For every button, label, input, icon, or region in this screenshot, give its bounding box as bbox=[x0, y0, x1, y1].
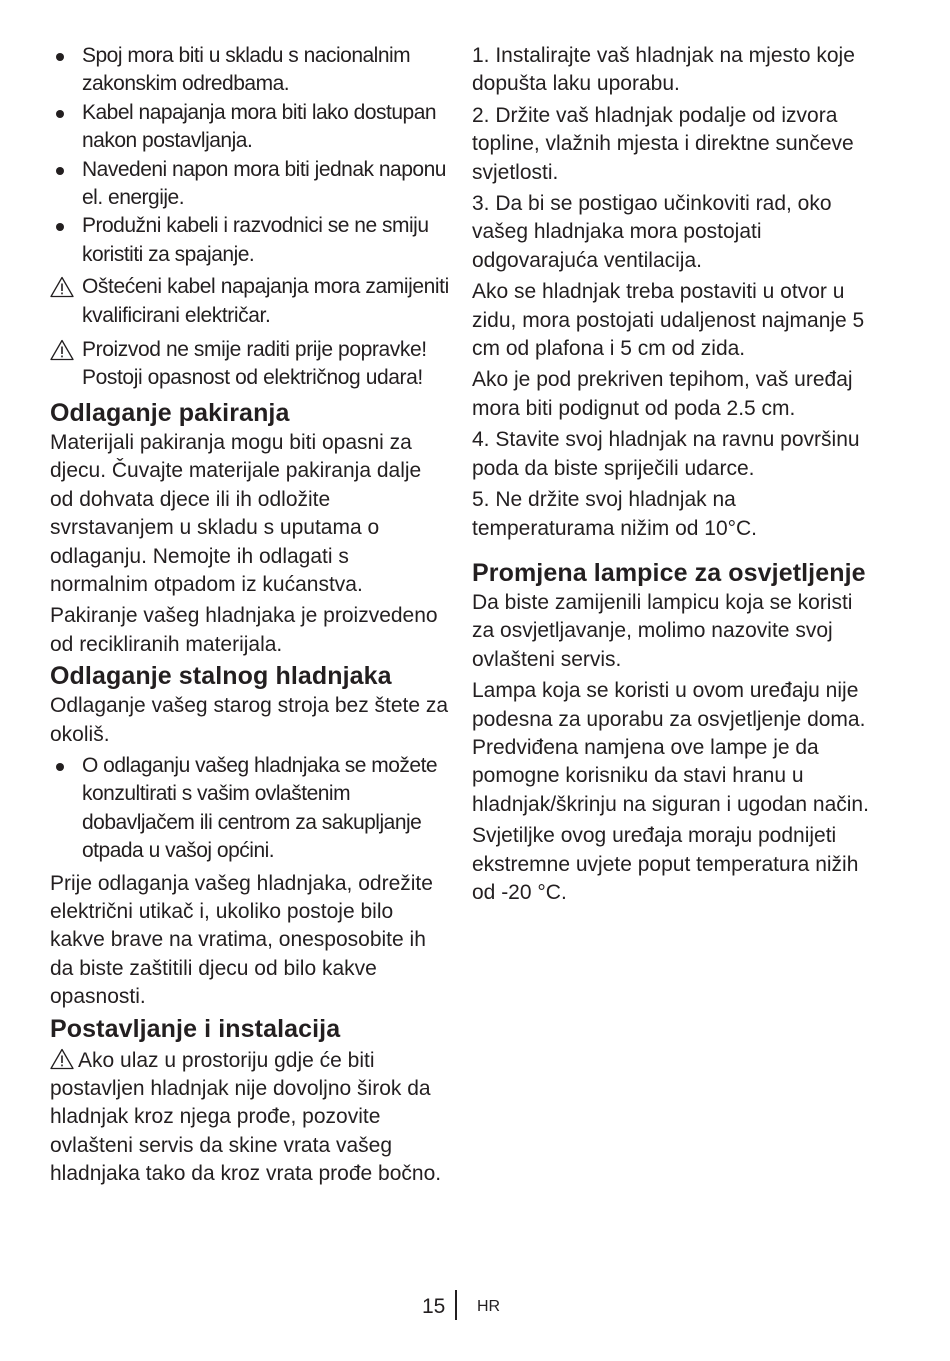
instruction-item: 5. Ne držite svoj hladnjak na temperaturama nižim od 10°C. bbox=[472, 488, 758, 540]
warning-triangle-icon bbox=[50, 276, 74, 298]
paragraph: Prije odlaganja vašeg hladnjaka, odrežite električni utikač i, ukoliko postoje bilo kakve brave na vratima, onesposobite ih da biste zaštitili djecu od bilo kakve opasnosti. bbox=[50, 871, 433, 1009]
warning-triangle-icon bbox=[50, 339, 74, 361]
right-column bbox=[472, 42, 872, 910]
list-item: Produžni kabeli i razvodnici se ne smiju koristiti za spajanje. bbox=[50, 212, 450, 269]
list-item: Navedeni napon mora biti jednak naponu el. energije. bbox=[50, 156, 450, 213]
section-heading-lamp: Promjena lampice za osvjetljenje bbox=[472, 558, 866, 587]
warning-damaged-cable bbox=[50, 273, 450, 330]
footer-divider bbox=[455, 1290, 457, 1320]
paragraph: Da biste zamijenili lampicu koja se koristi za osvjetljavanje, molimo nazovite svoj ovlašteni servis. bbox=[472, 590, 853, 671]
list-item: Kabel napajanja mora biti lako dostupan nakon postavljanja. bbox=[50, 99, 450, 156]
instruction-item: 4. Stavite svoj hladnjak na ravnu površinu poda da biste spriječili udarce. bbox=[472, 428, 860, 480]
instruction-item: Ako je pod prekriven tepihom, vaš uređaj mora biti podignut od poda 2.5 cm. bbox=[472, 368, 853, 420]
instruction-item: 3. Da bi se postigao učinkoviti rad, oko vašeg hladnjaka mora postojati odgovarajuća ventilacija. bbox=[472, 192, 832, 272]
list-item: O odlaganju vašeg hladnjaka se možete konzultirati s vašim ovlaštenim dobavljačem ili centrom za sakupljanje otpada u vašoj općini. bbox=[50, 752, 450, 866]
page-footer bbox=[0, 1290, 950, 1324]
instruction-item: Ako se hladnjak treba postaviti u otvor u zidu, mora postojati udaljenost najmanje 5 cm od plafona i 5 cm od zida. bbox=[472, 280, 865, 361]
language-code: HR bbox=[477, 1298, 501, 1315]
warning-text: Oštećeni kabel napajanja mora zamijeniti kvalificirani električar. bbox=[82, 275, 449, 327]
instruction-item: 2. Držite vaš hladnjak podalje od izvora topline, vlažnih mjesta i direktne sunčeve svjetlosti. bbox=[472, 103, 854, 184]
paragraph: Lampa koja se koristi u ovom uređaju nije podesna za uporabu za osvjetljenje doma. Predviđena namjena ove lampe je da pomogne korisniku da stavi hranu u hladnjak/škrinju na siguran i ugodan način. bbox=[472, 679, 869, 816]
paragraph: Materijali pakiranja mogu biti opasni za djecu. Čuvajte materijale pakiranja dalje od dohvata djece ili ih odložite svrstavanjem u skladu s uputama o odlaganju. Nemojte ih odlagati s normalnim otpadom iz kućanstva. bbox=[50, 430, 422, 596]
warning-text: Proizvod ne smije raditi prije popravke! Postoji opasnost od električnog udara! bbox=[82, 338, 427, 390]
warning-text: Ako ulaz u prostoriju gdje će biti postavljen hladnjak nije dovoljno širok da hladnjak kroz njega prođe, pozovite ovlašteni servis da skine vrata vašeg hladnjaka tako da kroz vrata prođe bočno. bbox=[50, 1048, 442, 1186]
section-heading-packaging: Odlaganje pakiranja bbox=[50, 398, 290, 427]
paragraph: Pakiranje vašeg hladnjaka je proizvedeno od recikliranih materijala. bbox=[50, 604, 438, 656]
disposal-list bbox=[50, 752, 450, 866]
paragraph: Svjetiljke ovog uređaja moraju podnijeti ekstremne uvjete poput temperatura nižih od -20 °C. bbox=[472, 824, 859, 904]
page-number: 15 bbox=[422, 1295, 446, 1318]
left-column bbox=[50, 42, 450, 1189]
instruction-item: 1. Instalirajte vaš hladnjak na mjesto koje dopušta laku uporabu. bbox=[472, 44, 855, 96]
section-heading-installation: Postavljanje i instalacija bbox=[50, 1014, 341, 1043]
paragraph: Odlaganje vašeg starog stroja bez štete za okoliš. bbox=[50, 694, 449, 746]
connection-requirements-list bbox=[50, 42, 450, 269]
section-heading-old-fridge: Odlaganje stalnog hladnjaka bbox=[50, 662, 392, 691]
warning-triangle-icon bbox=[50, 1048, 74, 1070]
warning-door-removal bbox=[50, 1045, 450, 1189]
warning-electric-shock bbox=[50, 336, 450, 393]
list-item: Spoj mora biti u skladu s nacionalnim zakonskim odredbama. bbox=[50, 42, 450, 99]
